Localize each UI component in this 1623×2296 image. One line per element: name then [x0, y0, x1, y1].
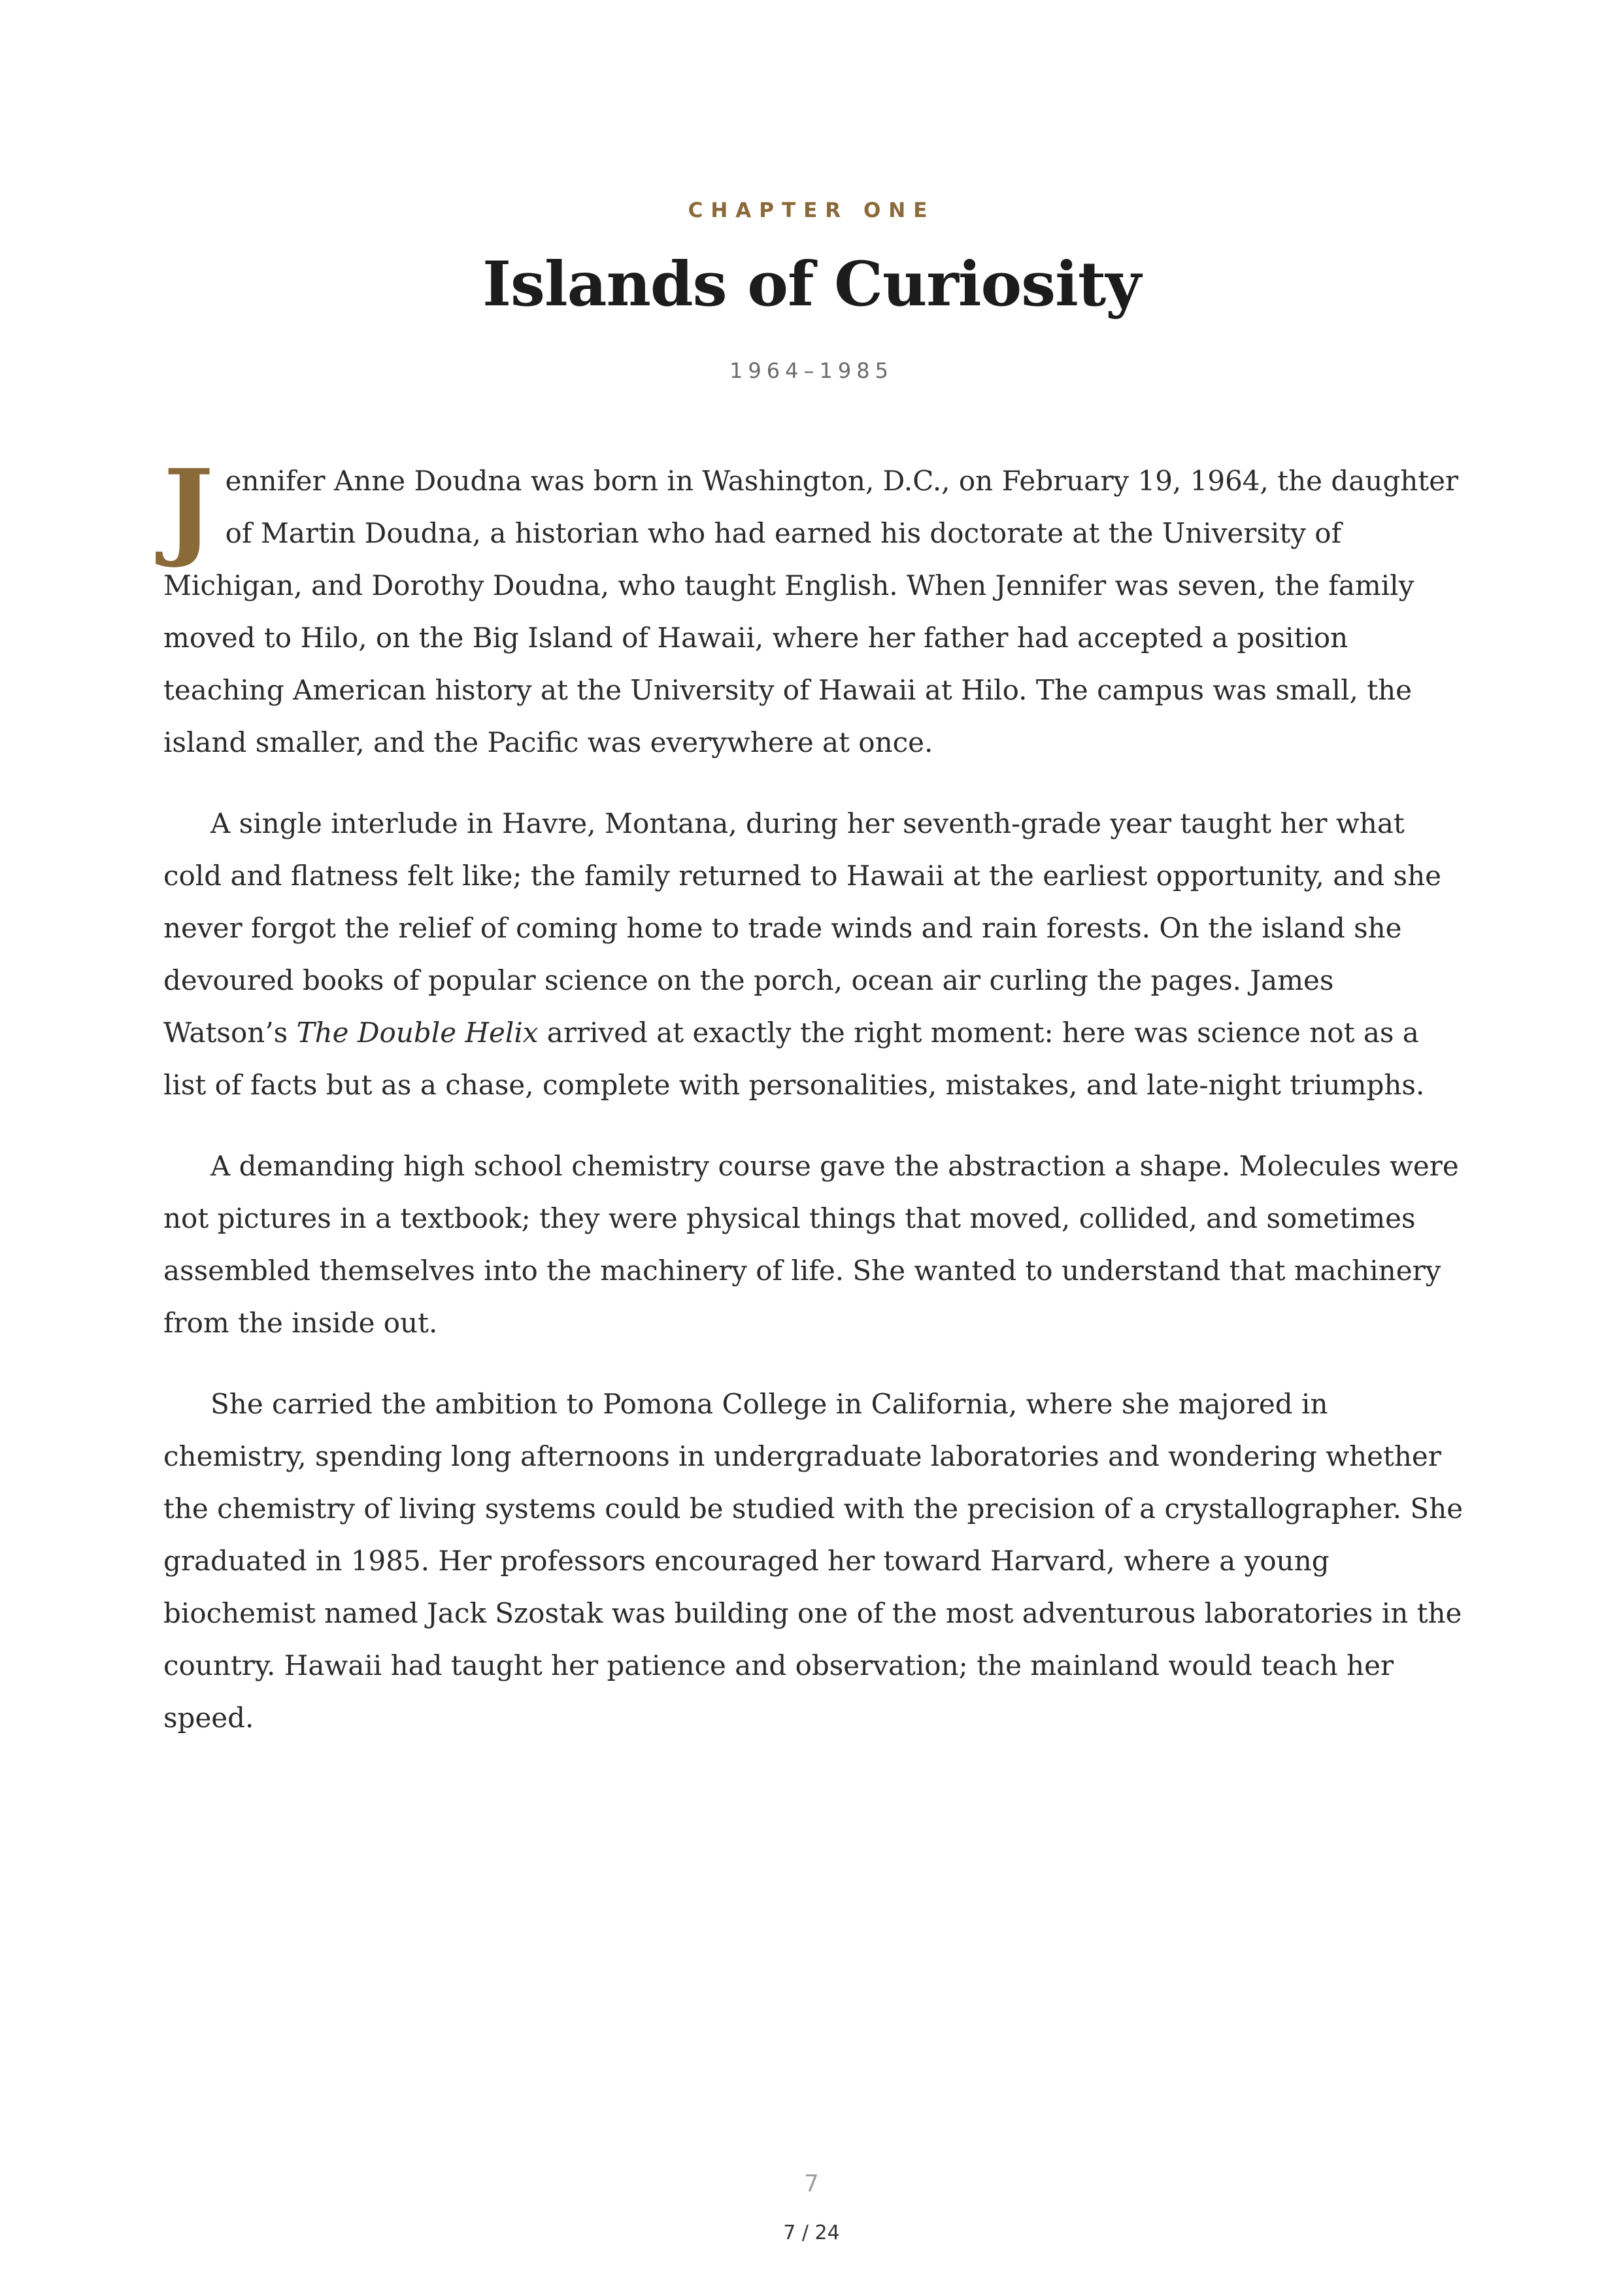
chapter-label: CHAPTER ONE — [688, 199, 935, 222]
paragraph-1 — [163, 447, 1464, 769]
book-title-italic: The Double Helix — [296, 1017, 539, 1049]
chapter-title: Islands of Curiosity — [482, 248, 1141, 320]
chapter-dates: 1964–1985 — [729, 358, 894, 383]
chapter-body — [163, 447, 1464, 1773]
paragraph-3: A demanding high school chemistry course gave the abstraction a shape. Molecules were not pictures in a textbook; they were physical things that moved, collided, and sometimes assembled themselves into the machinery of life. She wanted to understand that machinery from the inside out. — [163, 1150, 1459, 1339]
paragraph-2 — [163, 798, 1464, 1111]
paragraph-1-text: ennifer Anne Doudna was born in Washington, D.C., on February 19, 1964, the daughter of Martin Doudna, a historian who had earned his doctorate at the University of Michigan, and Dorothy Doudna, who taught English. When Jennifer was seven, the family moved to Hilo, on the Big Island of Hawaii, where her father had accepted a position teaching American history at the University of Hawaii at Hilo. The campus was small, the island smaller, and the Pacific was everywhere at once. — [163, 465, 1459, 758]
dropcap: J — [163, 447, 214, 571]
page-folio: 7 — [804, 2170, 819, 2197]
paragraph-2-text-before: A single interlude in Havre, Montana, during her seventh-grade year taught her what cold and flatness felt like; the family returned to Hawaii at the earliest opportunity, and she never forgot the relief of coming home to trade winds and rain forests. On the island she devoured books of popular science on the porch, ocean air curling the pages. James Watson’s — [163, 807, 1442, 1049]
page-counter: 7 / 24 — [783, 2221, 840, 2244]
paragraph-2-text-after: arrived at exactly the right moment: here was science not as a list of facts but as a chase, complete with personalities, mistakes, and late-night triumphs. — [163, 1017, 1425, 1101]
paragraph-4: She carried the ambition to Pomona College in California, where she majored in chemistry, spending long afternoons in undergraduate laboratories and wondering whether the chemistry of living systems could be studied with the precision of a crystallographer. She graduated in 1985. Her professors encouraged her toward Harvard, where a young biochemist named Jack Szostak was building one of the most adventurous laboratories in the country. Hawaii had taught her patience and observation; the mainland would teach her speed. — [163, 1388, 1464, 1734]
